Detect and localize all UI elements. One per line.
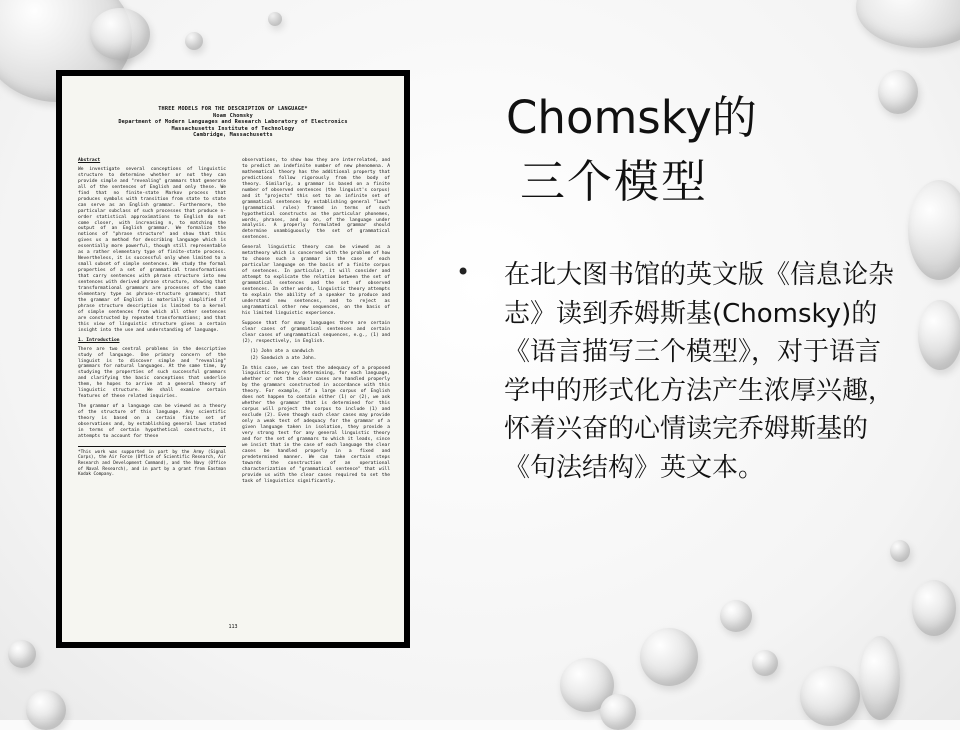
paper-author: Noam Chomsky <box>213 112 253 119</box>
slide-bullet-text: 在北大图书馆的英文版《信息论杂志》读到乔姆斯基(Chomsky)的《语言描写三个模型》，对于语言学中的形式化方法产生浓厚兴趣，怀着兴奋的心情读完乔姆斯基的《句法结构》英文本。 <box>504 260 895 483</box>
water-drop-decoration <box>640 628 698 686</box>
abstract-heading: Abstract <box>78 158 101 163</box>
slide-title <box>506 86 806 214</box>
water-drop-decoration <box>8 640 36 668</box>
paper-scan <box>62 76 404 642</box>
water-drop-decoration <box>26 690 66 730</box>
water-drop-decoration <box>800 666 860 726</box>
body-paragraph: observations, to show how they are interrelated, and to predict an indefinite number of new phenomena. A mathematical theory has the additional property that predictions follow rigorously from the body of theory. Similarly, a grammar is based on a finite number of observed sentences (the linguist's corpus) and it "projects" this set to an infinite set of grammatical sentences by establishing general "laws" (grammatical rules) framed in terms of such hypothetical constructs as the particular phonemes, words, phrases, and so on, of the language under analysis. A properly formulated grammar should determine unambiguously the set of grammatical sentences. <box>242 158 390 241</box>
paper-affiliation: Department of Modern Languages and Research Laboratory of Electronics <box>118 119 348 126</box>
paper-city: Cambridge, Massachusetts <box>193 132 273 139</box>
water-drop-decoration <box>890 540 910 562</box>
paper-footnote: *This work was supported in part by the Army (Signal Corps), the Air Force (Office of Scientific Research, Air Research and Development Command), and the Navy (Office of Naval Research), and in part by a grant from Eastman Kodak Company. <box>78 446 226 478</box>
water-drop-decoration <box>268 12 282 26</box>
paper-scan-frame <box>56 70 410 648</box>
slide-title-line2: 三个模型 <box>520 155 709 208</box>
intro-paragraph: There are two central problems in the descriptive study of language. One primary concern of the linguist is to discover simple and "revealing" grammars for natural languages. At the same time, by studying the properties of such successful grammars and clarifying the basic conceptions that underlie them, he hopes to arrive at a general theory of linguistic structure. We shall examine certain features of these related inquiries. <box>78 346 226 400</box>
paper-page-number: 113 <box>228 624 238 630</box>
abstract-paragraph: We investigate several conceptions of linguistic structure to determine whether or not they can provide simple and "revealing" grammars that generate all of the sentences of English and only these. We find that no finite-state Markov process that produces symbols with transition from state to state can serve as an English grammar. Furthermore, the particular subclass of such processes that produce n-order statistical approximations to English do not come closer, with increasing n, to matching the output of an English grammar. We formalize the notions of "phrase structure" and show that this gives us a method for describing language which is essentially more powerful, though still representable as a rather elementary type of finite-state process. Nevertheless, it is successful only when limited to a small subset of simple sentences. We study the formal properties of a set of grammatical transformations that carry sentences with phrase structure into new sentences with derived phrase structure, showing that transformational grammars are processes of the same elementary type as phrase-structure grammars; that the grammar of English is materially simplified if phrase structure description is limited to a kernel of simple sentences from which all other sentences are constructed by repeated transformations; and that this view of linguistic structure gives a certain insight into the use and understanding of language. <box>78 166 226 333</box>
water-drop-decoration <box>856 0 960 48</box>
paper-header <box>62 106 404 139</box>
paper-title: THREE MODELS FOR THE DESCRIPTION OF LANGUAGE* <box>158 106 308 112</box>
water-drop-decoration <box>185 32 203 50</box>
water-drop-decoration <box>912 580 956 636</box>
water-drop-decoration <box>908 180 960 280</box>
body-paragraph: General linguistic theory can be viewed as a metatheory which is concerned with the problem of how to choose such a grammar in the case of each particular language on the basis of a finite corpus of sentences. In particular, it will consider and attempt to explicate the relation between the set of grammatical sentences and the set of observed sentences. In other words, linguistic theory attempts to explain the ability of a speaker to produce and understand new sentences, and to reject as ungrammatical other new sequences, on the basis of his limited linguistic experience. <box>242 245 390 316</box>
water-drop-decoration <box>878 70 918 114</box>
body-paragraph: Suppose that for many languages there are certain clear cases of grammatical sentences and certain clear cases of ungrammatical sequences, e.g., (1) and (2), respectively, in English. <box>242 320 390 344</box>
paper-institute: Massachusetts Institute of Technology <box>171 125 295 132</box>
body-paragraph: In this case, we can test the adequacy of a proposed linguistic theory by determining, for each language, whether or not the clear cases are handled properly by the grammars constructed in accordance with this theory. For example, if a large corpus of English does not happen to contain either (1) or (2), we ask whether the grammar that is determined for this corpus will project the corpus to include (1) and exclude (2). Even though such clear cases may provide only a weak test of adequacy for the grammar of a given language taken in isolation, they provide a very strong test for any general linguistic theory and for the set of grammars to which it leads, since we insist that in the case of each language the clear cases be handled properly in a fixed and predetermined manner. We can take certain steps towards the construction of an operational characterization of "grammatical sentence" that will provide us with the clear cases required to set the task of linguistics significantly. <box>242 365 390 484</box>
paper-left-column <box>78 158 226 489</box>
water-drop-decoration <box>860 636 900 720</box>
intro-heading: 1. Introduction <box>78 337 120 343</box>
water-drop-decoration <box>720 600 752 632</box>
paper-columns <box>78 158 390 489</box>
example-sentence: (2) Sandwich a ate John. <box>250 355 317 361</box>
slide-title-line1: Chomsky的 <box>506 91 757 144</box>
example-sentence: (1) John ate a sandwich <box>250 348 314 354</box>
intro-paragraph: The grammar of a language can be viewed as a theory of the structure of this language. Any scientific theory is based on a certain finite set of observations and, by establishing general laws stated in terms of certain hypothetical constructs, it attempts to account for these <box>78 404 226 439</box>
water-drop-decoration <box>752 650 778 676</box>
paper-right-column <box>242 158 390 489</box>
water-drop-decoration <box>918 300 960 370</box>
water-drop-decoration <box>90 8 150 60</box>
water-drop-decoration <box>600 694 636 730</box>
bullet-icon: • <box>456 258 471 286</box>
